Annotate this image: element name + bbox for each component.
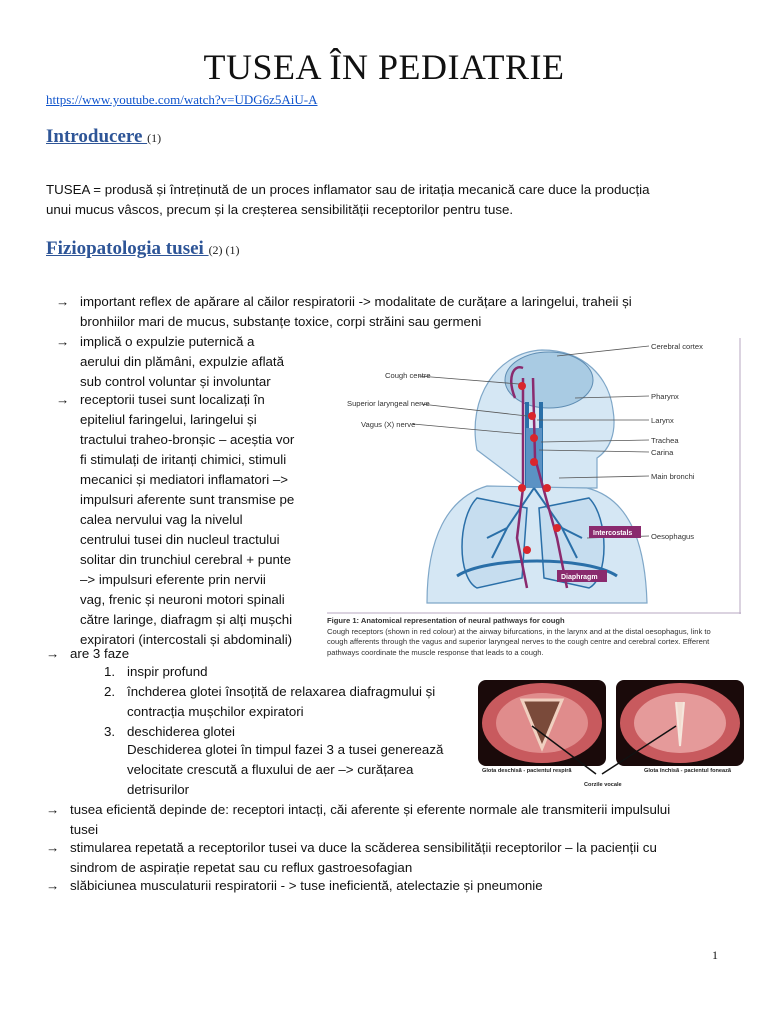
arrow-bullet-icon: → xyxy=(56,334,70,349)
list-number: 3. xyxy=(104,724,116,739)
figure-caption xyxy=(327,616,747,658)
bullet-item: are 3 faze xyxy=(70,646,130,661)
label-cerebral-cortex: Cerebral cortex xyxy=(651,342,703,351)
label-larynx: Larynx xyxy=(651,416,674,425)
glottis-photos xyxy=(476,678,748,790)
arrow-bullet-icon: → xyxy=(46,802,60,817)
bullet-line: stimularea repetată a receptorilor tusei va duce la scăderea sensibilității receptorilor – la pacienții cu xyxy=(70,840,657,855)
phase-item: deschiderea glotei xyxy=(127,724,235,739)
page-title: TUSEA ÎN PEDIATRIE xyxy=(203,47,565,87)
page-number: 1 xyxy=(712,948,718,962)
label-carina: Carina xyxy=(651,448,674,457)
phase-note-line: detrisurilor xyxy=(127,782,190,797)
youtube-link[interactable]: https://www.youtube.com/watch?v=UDG6z5AiU-A xyxy=(46,92,318,107)
arrow-bullet-icon: → xyxy=(56,294,70,309)
bullet-line: sindrom de aspirație repetat sau cu reflux gastroesofagian xyxy=(70,860,413,875)
caption-title: Figure 1: Anatomical representation of neural pathways for cough xyxy=(327,616,565,625)
bullet-line: sub control voluntar și involuntar xyxy=(80,374,271,389)
bullet-item xyxy=(80,390,325,650)
bullet-item xyxy=(70,838,657,878)
label-vagus-nerve: Vagus (X) nerve xyxy=(361,420,416,429)
caption-line: cough afferents through the vagus and superior laryngeal nerves to the cough centre and cerebral cortex. Efferent xyxy=(327,637,710,646)
arrow-bullet-icon: → xyxy=(46,646,60,661)
label-trachea: Trachea xyxy=(651,436,679,445)
list-number: 1. xyxy=(104,664,116,679)
bullet-item xyxy=(80,292,632,332)
phase-item: inspir profund xyxy=(127,664,208,679)
bullet-item xyxy=(80,332,325,392)
caption-line: Cough receptors (shown in red colour) at the airway bifurcations, in the larynx and at the distal oesophagus, link to xyxy=(327,626,711,636)
bullet-line: tusea eficientă depinde de: receptori intacți, căi aferente și eferente normale ale transmiterii impulsului xyxy=(70,802,671,817)
bullet-line: fi stimulați de iritanți chimici, stimuli xyxy=(80,452,287,467)
heading-reference: (2) (1) xyxy=(208,243,240,257)
bullet-line: implică o expulzie puternică a xyxy=(80,334,255,349)
label-main-bronchi: Main bronchi xyxy=(651,472,695,481)
list-number: 2. xyxy=(104,684,116,699)
bullet-line: tusei xyxy=(70,822,99,837)
bullet-line: important reflex de apărare al căilor respiratorii -> modalitate de curățare a laringelui, traheii și xyxy=(80,294,632,309)
caption-line: pathways coordinate the muscle response that leads to a cough. xyxy=(327,647,544,657)
label-corzile-vocale: Corzile vocale xyxy=(584,782,622,788)
bullet-line: aerului din plămâni, expulzie aflată xyxy=(80,354,285,369)
label-cough-centre: Cough centre xyxy=(385,371,431,380)
bullet-line: solitar din trunchiul cerebral + punte xyxy=(80,552,292,567)
label-diaphragm: Diaphragm xyxy=(561,574,598,581)
phase-line: închderea glotei însoțită de relaxarea diafragmului și xyxy=(127,684,436,699)
section-heading-introducere xyxy=(46,126,161,148)
label-glota-deschisa: Glota deschisă - pacientul respiră xyxy=(482,768,572,774)
arrow-bullet-icon: → xyxy=(46,840,60,855)
heading-text: Introducere xyxy=(46,126,148,147)
section-heading-fiziopatologia xyxy=(46,238,240,260)
label-superior-laryngeal-nerve: Superior laryngeal nerve xyxy=(347,399,430,408)
bullet-line: calea nervului vag la nivelul xyxy=(80,512,243,527)
bullet-line: expiratori (intercostali și abdominali) xyxy=(80,632,293,647)
bullet-line: bronhiilor mari de mucus, substanțe toxice, corpi străini sau germeni xyxy=(80,314,482,329)
bullet-line: centrului tusei din nucleul tractului xyxy=(80,532,280,547)
label-pharynx: Pharynx xyxy=(651,392,679,401)
phase-note-line: Deschiderea glotei în timpul fazei 3 a tusei generează xyxy=(127,742,444,757)
bullet-line: tractului traheo-bronșic – aceștia vor xyxy=(80,432,295,447)
label-intercostals: Intercostals xyxy=(593,530,633,537)
cough-pathway-anatomy-figure xyxy=(327,338,741,614)
heading-text: Fiziopatologia tusei xyxy=(46,238,209,259)
arrow-bullet-icon: → xyxy=(56,392,70,407)
intro-line: unui mucus vâscos, precum și la creșterea sensibilității receptorilor pentru tuse. xyxy=(46,202,514,217)
bullet-item: slăbiciunea musculaturii respiratorii - > tuse ineficientă, atelectazie și pneumonie xyxy=(70,878,543,893)
phase-item xyxy=(127,682,435,722)
heading-reference: (1) xyxy=(147,131,162,145)
phase-note-line: velocitate crescută a fluxului de aer –> curățarea xyxy=(127,762,414,777)
label-oesophagus: Oesophagus xyxy=(651,532,695,541)
bullet-line: –> impulsuri eferente prin nervii xyxy=(80,572,266,587)
bullet-line: mecanici și mediatori inflamatori –> xyxy=(80,472,289,487)
bullet-line: epiteliul faringelui, laringelui și xyxy=(80,412,257,427)
bullet-line: impulsuri aferente sunt transmise pe xyxy=(80,492,295,507)
bullet-line: către laringe, diafragm și alți mușchi xyxy=(80,612,293,627)
phase-note xyxy=(127,740,443,800)
intro-paragraph xyxy=(46,180,650,220)
bullet-line: vag, frenic și neuroni motori spinali xyxy=(80,592,285,607)
arrow-bullet-icon: → xyxy=(46,878,60,893)
bullet-line: receptorii tusei sunt localizați în xyxy=(80,392,265,407)
phase-line: contracția mușchilor expiratori xyxy=(127,704,304,719)
bullet-item xyxy=(70,800,670,840)
intro-line: TUSEA = produsă și întreținută de un proces inflamator sau de iritația mecanică care duce la producția xyxy=(46,182,650,197)
label-glota-inchisa: Glota închisă - pacientul fonează xyxy=(644,768,732,774)
